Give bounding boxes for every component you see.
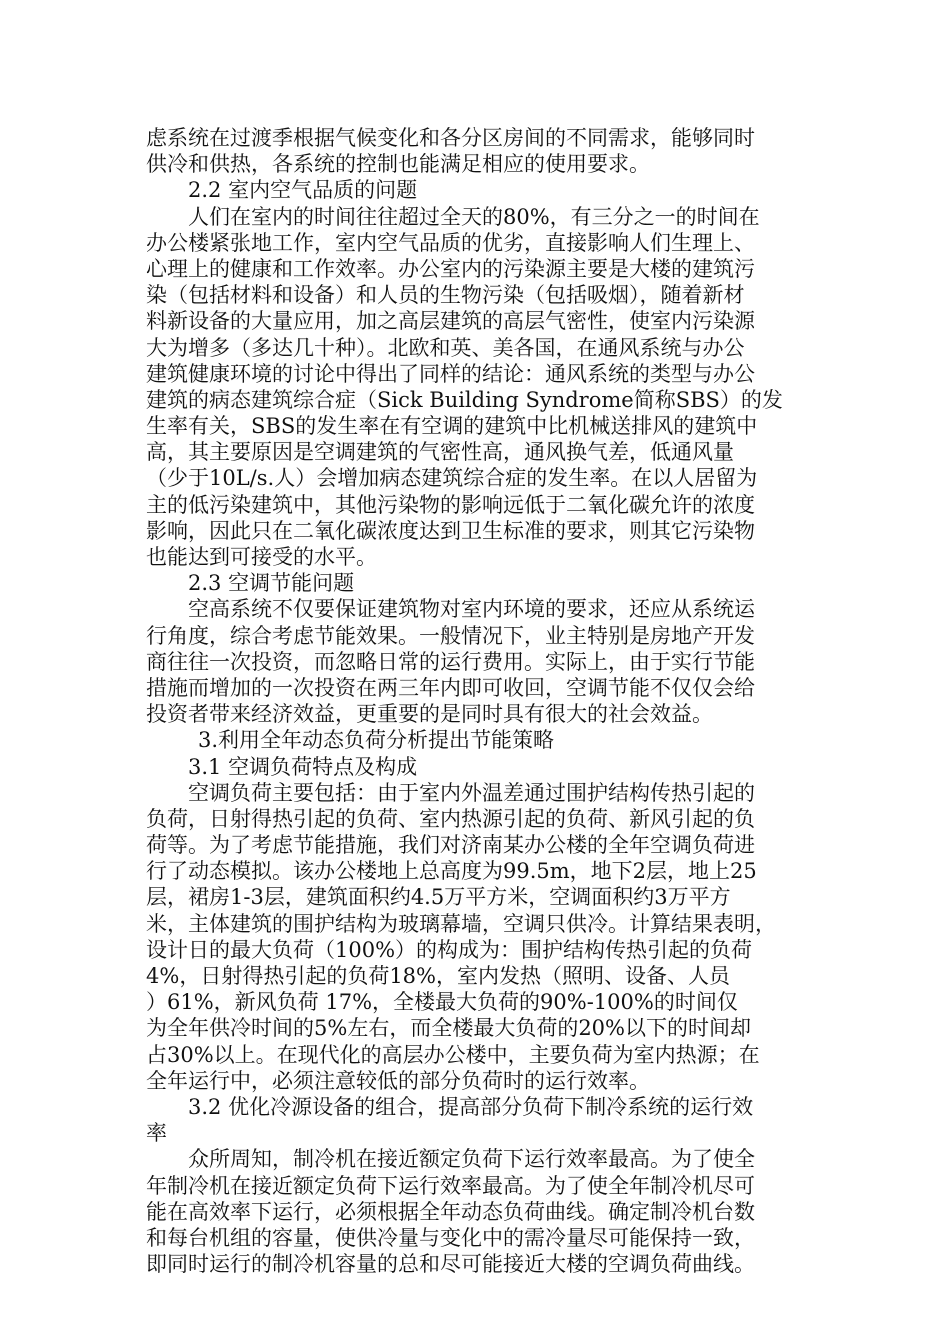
text-line: 供冷和供热，各系统的控制也能满足相应的使用要求。 xyxy=(146,152,650,177)
text-line: 商往往一次投资，而忽略日常的运行费用。实际上，由于实行节能 xyxy=(146,649,755,674)
text-line: ）61%，新风负荷 17%，全楼最大负荷的90%-100%的时间仅 xyxy=(146,990,738,1015)
text-line: 投资者带来经济效益，更重要的是同时具有很大的社会效益。 xyxy=(146,702,713,727)
text-line: 占30%以上。在现代化的高层办公楼中，主要负荷为室内热源；在 xyxy=(146,1042,760,1067)
text-line: 建筑的病态建筑综合症（Sick Building Syndrome简称SBS）的发 xyxy=(146,387,783,412)
document-body xyxy=(146,125,806,1277)
text-line: （少于10L/s.人）会增加病态建筑综合症的发生率。在以人居留为 xyxy=(146,466,758,491)
text-line: 措施而增加的一次投资在两三年内即可收回，空调节能不仅仅会给 xyxy=(146,675,755,700)
text-line: 心理上的健康和工作效率。办公室内的污染源主要是大楼的建筑污 xyxy=(146,256,755,281)
text-line: 众所周知，制冷机在接近额定负荷下运行效率最高。为了使全 xyxy=(188,1147,755,1172)
text-line: 全年运行中，必须注意较低的部分负荷时的运行效率。 xyxy=(146,1068,650,1093)
text-line: 主的低污染建筑中，其他污染物的影响远低于二氧化碳允许的浓度 xyxy=(146,492,755,517)
text-line: 4%，日射得热引起的负荷18%，室内发热（照明、设备、人员 xyxy=(146,964,730,988)
text-line: 3.1 空调负荷特点及构成 xyxy=(188,754,418,779)
text-line: 影响，因此只在二氧化碳浓度达到卫生标准的要求，则其它污染物 xyxy=(146,518,755,543)
text-line: 也能达到可接受的水平。 xyxy=(146,545,377,569)
text-line: 空高系统不仅要保证建筑物对室内环境的要求，还应从系统运 xyxy=(188,597,755,622)
text-line: 2.2 室内空气品质的问题 xyxy=(188,178,418,203)
text-line: 料新设备的大量应用，加之高层建筑的高层气密性，使室内污染源 xyxy=(146,309,755,334)
text-line: 空调负荷主要包括：由于室内外温差通过围护结构传热引起的 xyxy=(188,780,755,805)
text-line: 虑系统在过渡季根据气候变化和各分区房间的不同需求，能够同时 xyxy=(146,126,755,150)
text-line: 即同时运行的制冷机容量的总和尽可能接近大楼的空调负荷曲线。 xyxy=(146,1252,755,1277)
text-line: 行角度，综合考虑节能效果。一般情况下，业主特别是房地产开发 xyxy=(146,623,755,648)
text-line: 生率有关，SBS的发生率在有空调的建筑中比机械送排风的建筑中 xyxy=(146,414,758,439)
text-line: 负荷，日射得热引起的负荷、室内热源引起的负荷、新风引起的负 xyxy=(146,806,755,831)
text-line: 荷等。为了考虑节能措施，我们对济南某办公楼的全年空调负荷进 xyxy=(146,833,755,858)
text-line: 和每台机组的容量，使供冷量与变化中的需冷量尽可能保持一致， xyxy=(146,1225,755,1250)
text-line: 办公楼紧张地工作，室内空气品质的优劣，直接影响人们生理上、 xyxy=(146,230,755,255)
text-line: 大为增多（多达几十种）。北欧和英、美各国，在通风系统与办公 xyxy=(146,335,745,360)
text-line: 行了动态模拟。该办公楼地上总高度为99.5m，地下2层，地上25 xyxy=(146,859,757,884)
text-line: 3.利用全年动态负荷分析提出节能策略 xyxy=(198,728,555,753)
text-line: 2.3 空调节能问题 xyxy=(188,571,355,596)
text-line: 人们在室内的时间往往超过全天的80%，有三分之一的时间在 xyxy=(188,204,760,229)
text-line: 能在高效率下运行，必须根据全年动态负荷曲线。确定制冷机台数 xyxy=(146,1199,755,1224)
text-line: 3.2 优化冷源设备的组合，提高部分负荷下制冷系统的运行效 xyxy=(188,1094,754,1119)
text-line: 高，其主要原因是空调建筑的气密性高，通风换气差，低通风量 xyxy=(146,440,734,465)
text-line: 率 xyxy=(146,1121,167,1146)
text-line: 米，主体建筑的围护结构为玻璃幕墙，空调只供冷。计算结果表明， xyxy=(146,911,776,936)
text-line: 建筑健康环境的讨论中得出了同样的结论：通风系统的类型与办公 xyxy=(146,361,755,386)
text-line: 年制冷机在接近额定负荷下运行效率最高。为了使全年制冷机尽可 xyxy=(146,1173,755,1198)
text-line: 染（包括材料和设备）和人员的生物污染（包括吸烟），随着新材 xyxy=(146,283,745,308)
text-line: 层，裙房1-3层，建筑面积约4.5万平方米，空调面积约3万平方 xyxy=(146,885,731,910)
text-line: 为全年供冷时间的5%左右，而全楼最大负荷的20%以下的时间却 xyxy=(146,1016,751,1041)
text-line: 设计日的最大负荷（100%）的构成为：围护结构传热引起的负荷 xyxy=(146,937,753,962)
